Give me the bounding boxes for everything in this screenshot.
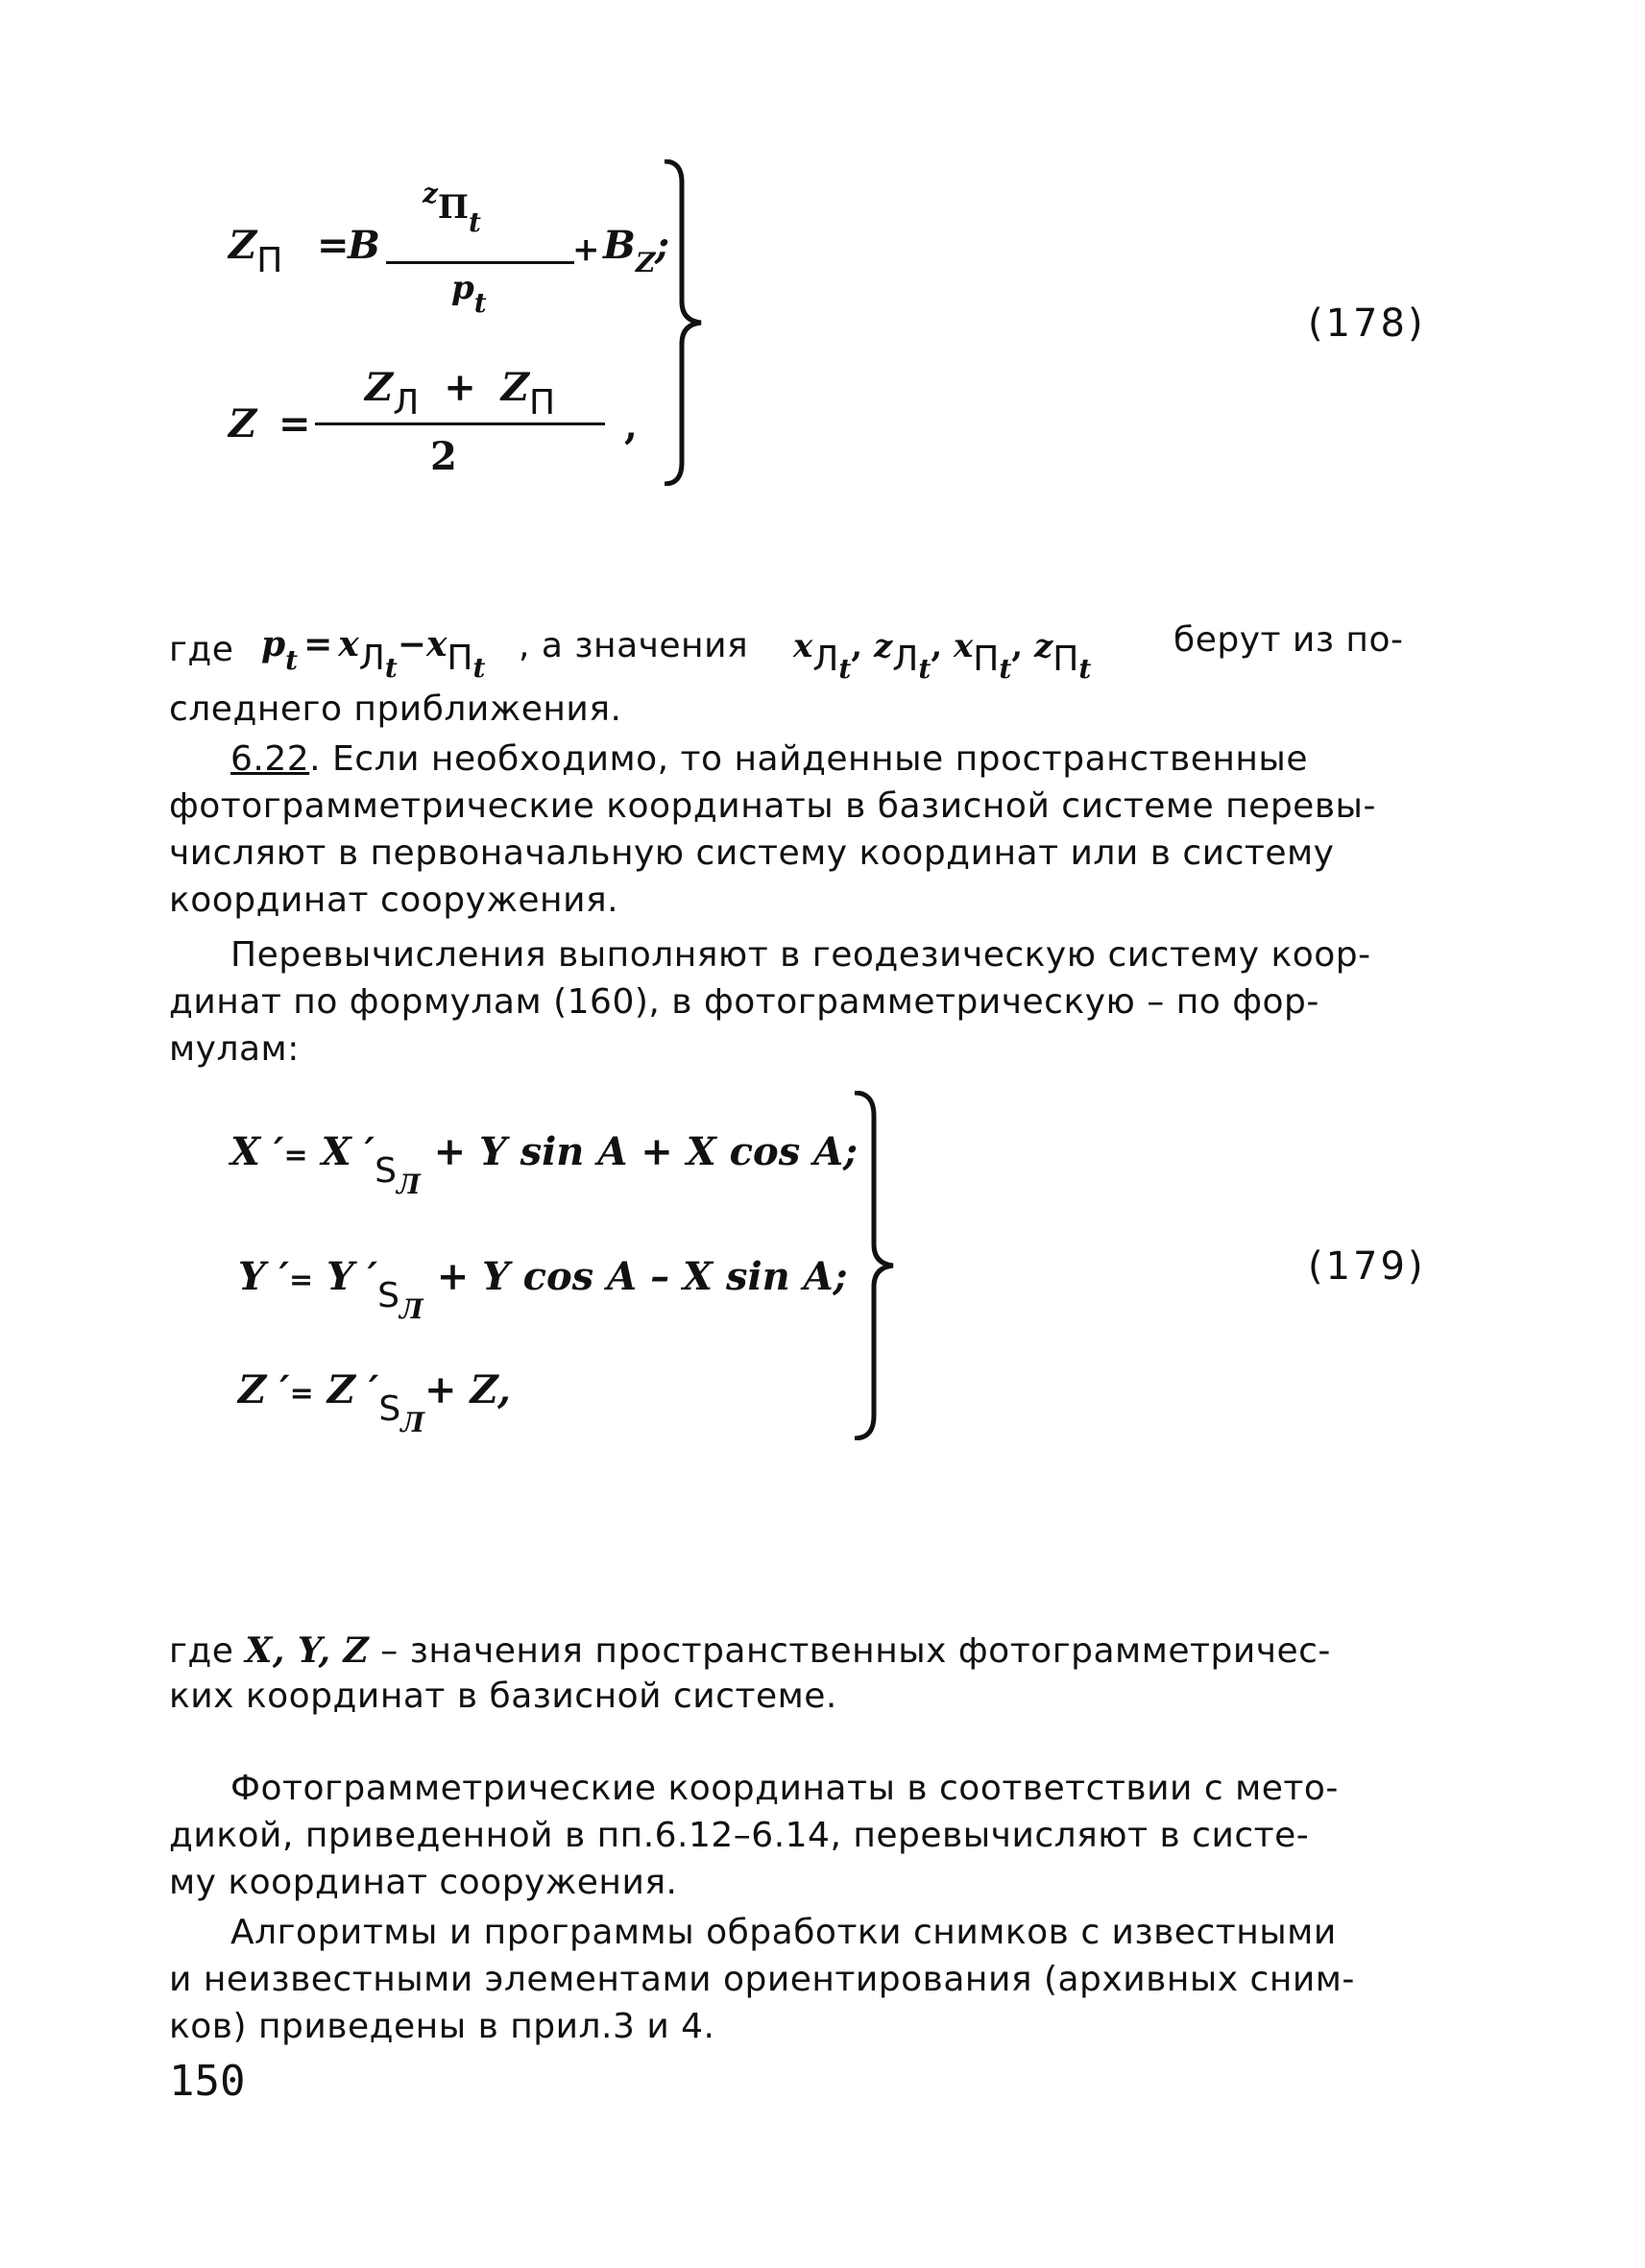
eq178-line2-fraction-bar <box>315 422 605 425</box>
recalc-line-3: мулам: <box>169 1029 300 1069</box>
where1-tail: берут из по- <box>1173 620 1404 660</box>
where1-mid: , а значения <box>519 626 749 665</box>
eq178-line1-lhs: ZП <box>229 223 283 280</box>
paragraph-photogrammetric <box>169 1765 1339 1906</box>
algo-line-3: ков) приведены в прил.3 и 4. <box>169 2007 715 2046</box>
eq178-line2-lhs: Z <box>229 401 257 446</box>
paragraph-recalculation <box>169 931 1371 1073</box>
eq179-line3: Z ′= Z $'S_Л+ Z$, <box>238 1367 511 1438</box>
para622-line-4: координат сооружения. <box>169 881 619 920</box>
algo-line-1: Алгоритмы и программы обработки снимков с известными <box>230 1913 1337 1952</box>
where1-prefix: где <box>169 630 234 669</box>
eq179-number: (179) <box>1308 1244 1426 1289</box>
eq178-line2-eq: = <box>278 401 311 446</box>
where2-line1: где X, Y, Z – значения пространственных фотограмметричес- <box>169 1630 1331 1671</box>
eq178-line1-B: B <box>348 223 380 268</box>
eq178-line2-numerator: ZЛ + ZП <box>365 365 556 422</box>
eq178-line1-eq: = <box>317 223 350 268</box>
page-number: 150 <box>169 2057 246 2106</box>
algo-line-2: и неизвестными элементами ориентирования (архивных сним- <box>169 1960 1355 1999</box>
recalc-line-1: Перевычисления выполняют в геодезическую систему коор- <box>230 935 1371 975</box>
eq178-line1-numerator: $^zП_t$ <box>423 178 481 238</box>
where2-line2: ких координат в базисной системе. <box>169 1677 837 1716</box>
paragraph-6-22 <box>169 736 1376 924</box>
para622-line-3: числяют в первоначальную систему координат или в систему <box>169 833 1335 873</box>
where1-line2: следнего приближения. <box>169 689 622 729</box>
eq178-line1-plus: + <box>572 230 600 269</box>
eq178-line2-comma: , <box>624 403 638 448</box>
where1-values: $xЛ_t$, $zЛ_t$, $xП_t$, $zП_t$ <box>793 627 1092 685</box>
para622-line-1: 6.22. Если необходимо, то найденные пространственные <box>230 739 1308 779</box>
eq179-line1: X ′= X $'S_Л + Y$ sin A + X cos A; <box>230 1129 858 1200</box>
recalc-line-2: динат по формулам (160), в фотограмметрическую – по фор- <box>169 982 1319 1022</box>
para622-line-2: фотограмметрические координаты в базисной системе перевы- <box>169 786 1376 826</box>
eq179-line2: Y ′= Y $'S_Л + Y$ cos A – X sin A; <box>238 1254 848 1325</box>
photo-line-3: му координат сооружения. <box>169 1863 678 1902</box>
section-number: 6.22 <box>230 739 310 779</box>
eq178-line1-fraction-bar <box>386 261 574 264</box>
eq178-line1-denominator: $p_t$ <box>451 269 487 319</box>
eq178-number: (178) <box>1308 302 1426 346</box>
eq179-right-brace <box>849 1091 907 1440</box>
photo-line-1: Фотограмметрические координаты в соответствии с мето- <box>230 1769 1339 1808</box>
eq178-line1-Bz: $B_Z$; <box>603 223 670 278</box>
paragraph-algorithms <box>169 1909 1355 2050</box>
eq178-right-brace <box>659 159 716 486</box>
photo-line-2: дикой, приведенной в пп.6.12–6.14, перевычисляют в систе- <box>169 1816 1310 1855</box>
where1-formula: $p_t = xЛ_t-xП_t$ <box>261 624 486 684</box>
eq178-line2-denominator: 2 <box>430 434 457 479</box>
